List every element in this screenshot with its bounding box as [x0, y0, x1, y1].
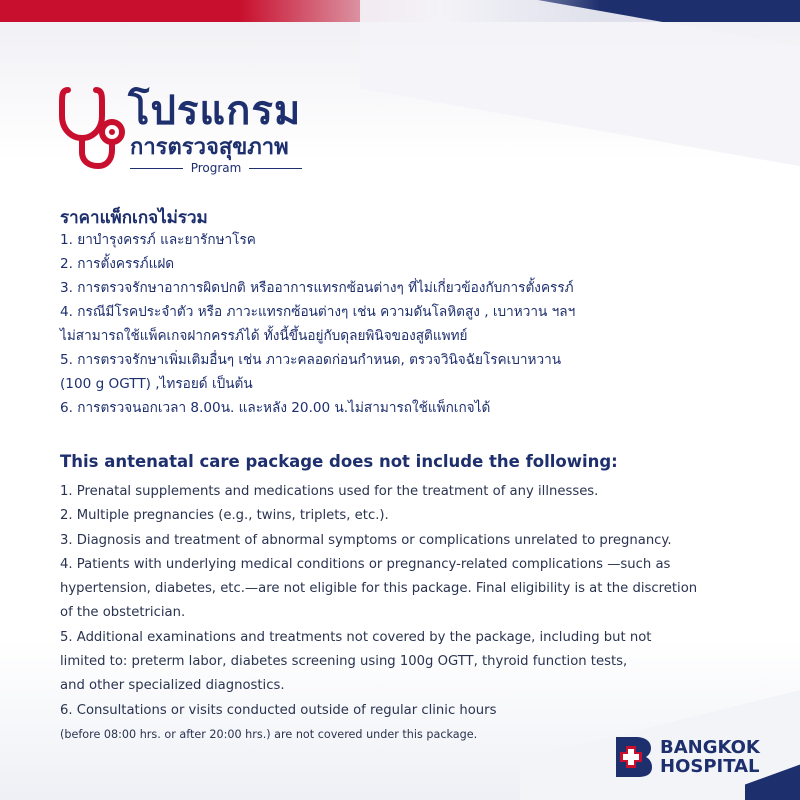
divider	[130, 168, 183, 169]
thai-exclusions-section	[60, 204, 760, 420]
list-item: 4. กรณีมีโรคประจำตัว หรือ ภาวะแทรกซ้อนต่างๆ เช่น ความดันโลหิตสูง , เบาหวาน ฯลฯ	[60, 304, 576, 320]
list-item: and other specialized diagnostics.	[60, 678, 285, 694]
list-item: 2. Multiple pregnancies (e.g., twins, triplets, etc.).	[60, 508, 389, 524]
list-item: (100 g OGTT) ,ไทรอยด์ เป็นต้น	[60, 376, 253, 392]
logo-line-1: BANGKOK	[660, 737, 760, 758]
list-item: limited to: preterm labor, diabetes screening using 100g OGTT, thyroid function tests,	[60, 654, 628, 670]
stethoscope-icon	[58, 84, 128, 172]
program-title: โปรแกรม	[128, 88, 302, 134]
thai-heading: ราคาแพ็กเกจไม่รวม	[60, 208, 208, 228]
list-item: hypertension, diabetes, etc.—are not eligible for this package. Final eligibility is at the discretion	[60, 581, 698, 597]
program-header	[58, 82, 358, 182]
list-item: (before 08:00 hrs. or after 20:00 hrs.) are not covered under this package.	[60, 727, 478, 741]
logo-text	[660, 738, 760, 776]
list-item: ไม่สามารถใช้แพ็คเกจฝากครรภ์ได้ ทั้งนี้ขึ้นอยู่กับดุลยพินิจของสูติแพทย์	[60, 328, 468, 344]
english-heading: This antenatal care package does not include the following:	[60, 452, 618, 471]
list-item: 5. Additional examinations and treatments not covered by the package, including but not	[60, 629, 652, 645]
list-item: 1. Prenatal supplements and medications used for the treatment of any illnesses.	[60, 484, 599, 499]
list-item: of the obstetrician.	[60, 605, 186, 621]
logo-line-2: HOSPITAL	[660, 756, 760, 777]
list-item: 4. Patients with underlying medical conditions or pregnancy-related complications —such as	[60, 556, 671, 572]
english-exclusions-section	[60, 452, 760, 747]
program-label: Program	[190, 161, 242, 175]
list-item: 6. Consultations or visits conducted outside of regular clinic hours	[60, 702, 497, 718]
list-item: 5. การตรวจรักษาเพิ่มเติมอื่นๆ เช่น ภาวะคลอดก่อนกำหนด, ตรวจวินิจฉัยโรคเบาหวาน	[60, 352, 562, 368]
program-subtitle: การตรวจสุขภาพ	[130, 135, 289, 160]
divider	[249, 168, 302, 169]
list-item: 3. การตรวจรักษาอาการผิดปกติ หรืออาการแทรกซ้อนต่างๆ ที่ไม่เกี่ยวข้องกับการตั้งครรภ์	[60, 280, 574, 296]
list-item: 3. Diagnosis and treatment of abnormal symptoms or complications unrelated to pregnancy.	[60, 532, 672, 548]
list-item: 1. ยาบำรุงครรภ์ และยารักษาโรค	[60, 232, 256, 248]
list-item: 6. การตรวจนอกเวลา 8.00น. และหลัง 20.00 น.ไม่สามารถใช้แพ็กเกจได้	[60, 400, 491, 416]
bangkok-hospital-logo-icon	[614, 735, 654, 779]
program-label-row	[130, 160, 302, 176]
list-item: 2. การตั้งครรภ์แฝด	[60, 256, 175, 272]
bangkok-hospital-logo	[614, 735, 774, 781]
